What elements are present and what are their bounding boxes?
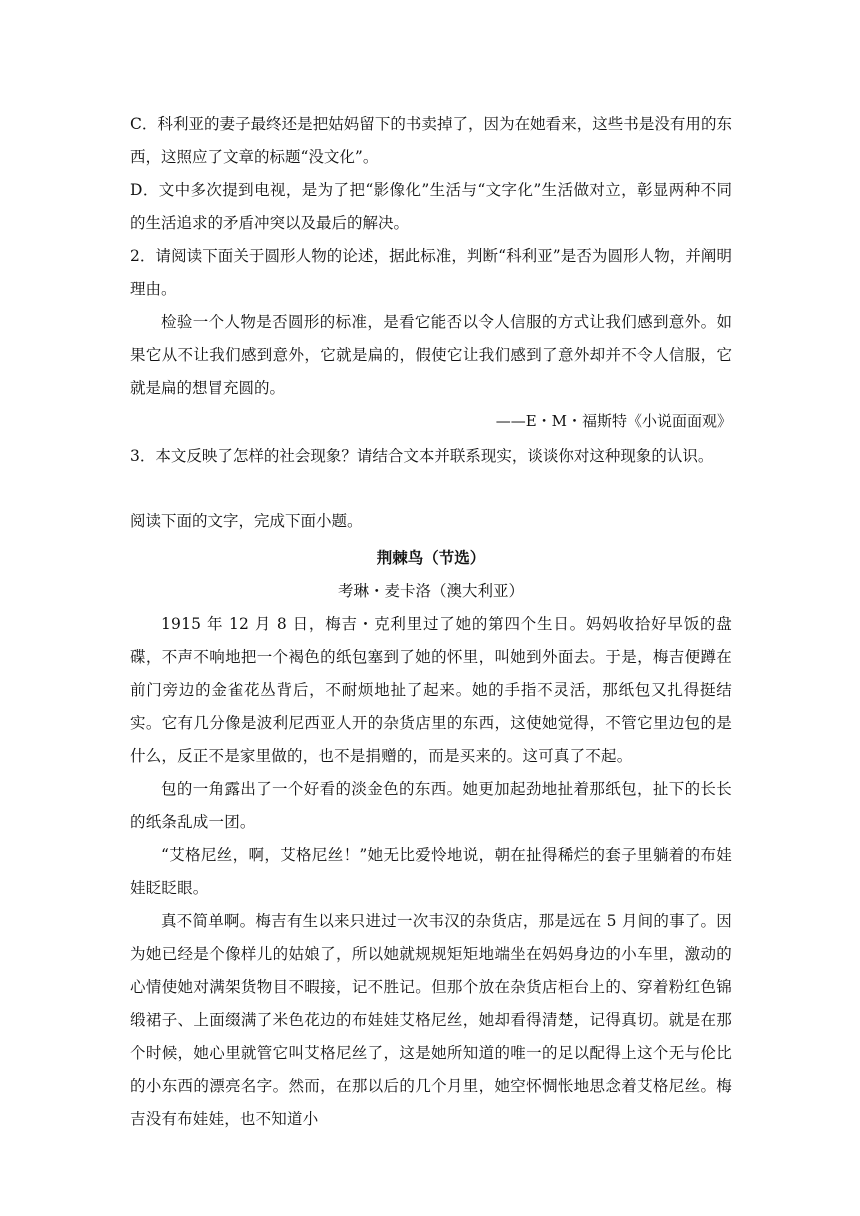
passage-paragraph: 真不简单啊。梅吉有生以来只进过一次韦汉的杂货店，那是远在 5 月间的事了。因为她已经是个像样儿的姑娘了，所以她就规规矩矩地端坐在妈妈身边的小车里，激动的心情使她对满架货物目不暇接，记不胜记。但那个放在杂货店柜台上的、穿着粉红色锦缎裙子、上面缀满了米色花边的布娃娃艾格尼丝，她却看得清楚，记得真切。就是在那个时候，她心里就管它叫艾格尼丝了，这是她所知道的唯一的足以配得上这个无与伦比的小东西的漂亮名字。然而，在那以后的几个月里，她空怀惆怅地思念着艾格尼丝。梅吉没有布娃娃，也不知道小 (130, 912, 732, 1128)
passage-title: 荆棘鸟（节选） (376, 549, 486, 567)
question-2-quote: 检验一个人物是否圆形的标准，是看它能否以令人信服的方式让我们感到意外。如果它从不让我们感到意外，它就是扁的，假使它让我们感到了意外却并不令人信服，它就是扁的想冒充圆的。 (130, 313, 732, 397)
passage-paragraph: “艾格尼丝，啊，艾格尼丝！”她无比爱怜地说，朝在扯得稀烂的套子里躺着的布娃娃眨眨眼。 (130, 846, 732, 897)
quote-attribution: ——E・M・福斯特《小说面面观》 (495, 412, 732, 430)
section-gap (130, 473, 732, 505)
reading-instruction: 阅读下面的文字，完成下面小题。 (130, 512, 363, 530)
passage-paragraph: 1915 年 12 月 8 日，梅吉・克利里过了她的第四个生日。妈妈收拾好早饭的盘碟，不声不响地把一个褐色的纸包塞到了她的怀里，叫她到外面去。于是，梅吉便蹲在前门旁边的金雀花丛背后，不耐烦地扯了起来。她的手指不灵活，那纸包又扎得挺结实。它有几分像是波利尼西亚人开的杂货店里的东西，这使她觉得，不管它里边包的是什么，反正不是家里做的，也不是捐赠的，而是买来的。这可真了不起。 (130, 615, 732, 765)
option-d: D．文中多次提到电视，是为了把“影像化”生活与“文字化”生活做对立，彰显两种不同的生活追求的矛盾冲突以及最后的解决。 (130, 181, 732, 232)
option-c: C．科利亚的妻子最终还是把姑妈留下的书卖掉了，因为在她看来，这些书是没有用的东西，这照应了文章的标题“没文化”。 (130, 115, 732, 166)
passage-author: 考琳・麦卡洛（澳大利亚） (337, 582, 524, 600)
question-3-prompt: 3．本文反映了怎样的社会现象？请结合文本并联系现实，谈谈你对这种现象的认识。 (130, 447, 714, 465)
passage-body (130, 608, 732, 1136)
passage-paragraph: 包的一角露出了一个好看的淡金色的东西。她更加起劲地扯着那纸包，扯下的长长的纸条乱成一团。 (130, 780, 732, 831)
question-2-prompt: 2．请阅读下面关于圆形人物的论述，据此标准，判断“科利亚”是否为圆形人物，并阐明理由。 (130, 247, 732, 298)
